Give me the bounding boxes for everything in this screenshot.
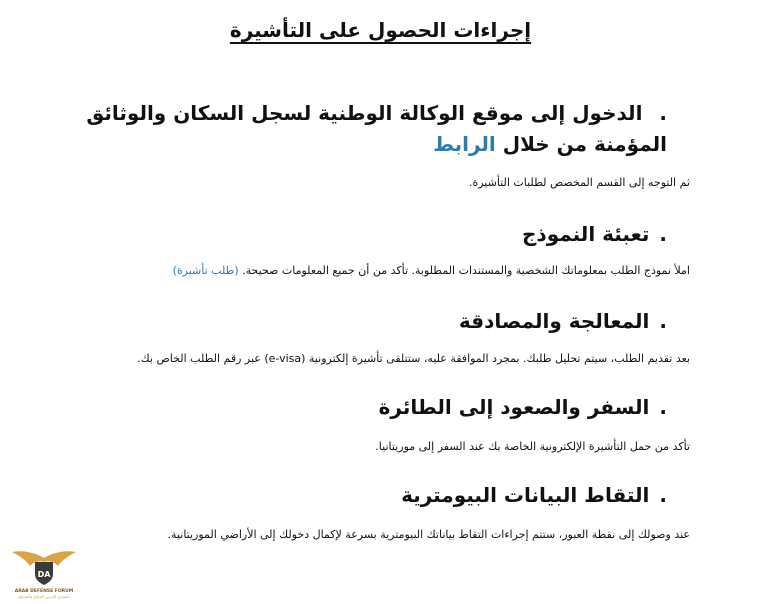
step-3-heading-text: المعالجة والمصادقة	[458, 309, 650, 333]
svg-text:ARAB DEFENSE FORUM: ARAB DEFENSE FORUM	[14, 589, 74, 594]
step-5-heading-text: التقاط البيانات البيومترية	[401, 483, 650, 507]
step-5-bullet: .	[659, 483, 667, 507]
step-1-heading	[7, 98, 667, 160]
step-2-heading-text: تعبئة النموذج	[522, 222, 650, 246]
step-2-body-text: املأ نموذج الطلب بمعلوماتك الشخصية والمستندات المطلوبة. تأكد من أن جميع المعلومات صحيحة.	[242, 264, 690, 277]
step-1-body: ثم التوجه إلى القسم المخصص لطلبات التأشيرة.	[468, 176, 690, 189]
step-4-heading	[379, 395, 667, 419]
step-2-heading	[522, 222, 667, 246]
arab-defense-forum-logo	[4, 548, 84, 600]
step-4-bullet: .	[659, 395, 667, 419]
step-4-body: تأكد من حمل التأشيرة الإلكترونية الخاصة بك عند السفر إلى موريتانيا.	[375, 440, 690, 453]
step-5-heading	[401, 483, 667, 507]
svg-text:DA: DA	[37, 570, 51, 579]
page-title	[0, 18, 761, 42]
logo-emblem-icon	[4, 548, 84, 600]
step-1-link[interactable]: الرابط	[433, 132, 496, 156]
step-3-heading	[459, 309, 667, 333]
step-1-heading-text: الدخول إلى موقع الوكالة الوطنية لسجل السكان والوثائق المؤمنة من خلال	[86, 101, 667, 156]
step-3-body: بعد تقديم الطلب، سيتم تحليل طلبك. بمجرد الموافقة عليه، ستتلقى تأشيرة إلكترونية (e-visa) عبر رقم الطلب الخاص بك.	[137, 352, 690, 365]
step-2-link[interactable]: (طلب تأشيرة)	[172, 264, 239, 277]
page-title-text: إجراءات الحصول على التأشيرة	[229, 18, 532, 42]
step-5-body: عند وصولك إلى نقطة العبور، ستتم إجراءات التقاط بياناتك البيومترية بسرعة لإكمال دخولك إلى الأراضي الموريتانية.	[167, 528, 690, 541]
step-4-heading-text: السفر والصعود إلى الطائرة	[378, 395, 650, 419]
step-2-body	[173, 264, 690, 277]
step-2-bullet: .	[659, 222, 667, 246]
step-1-bullet: .	[659, 101, 667, 125]
step-3-bullet: .	[659, 309, 667, 333]
svg-text:المنتدى العربي للدفاع والتسليح: المنتدى العربي للدفاع والتسليح	[18, 594, 70, 599]
